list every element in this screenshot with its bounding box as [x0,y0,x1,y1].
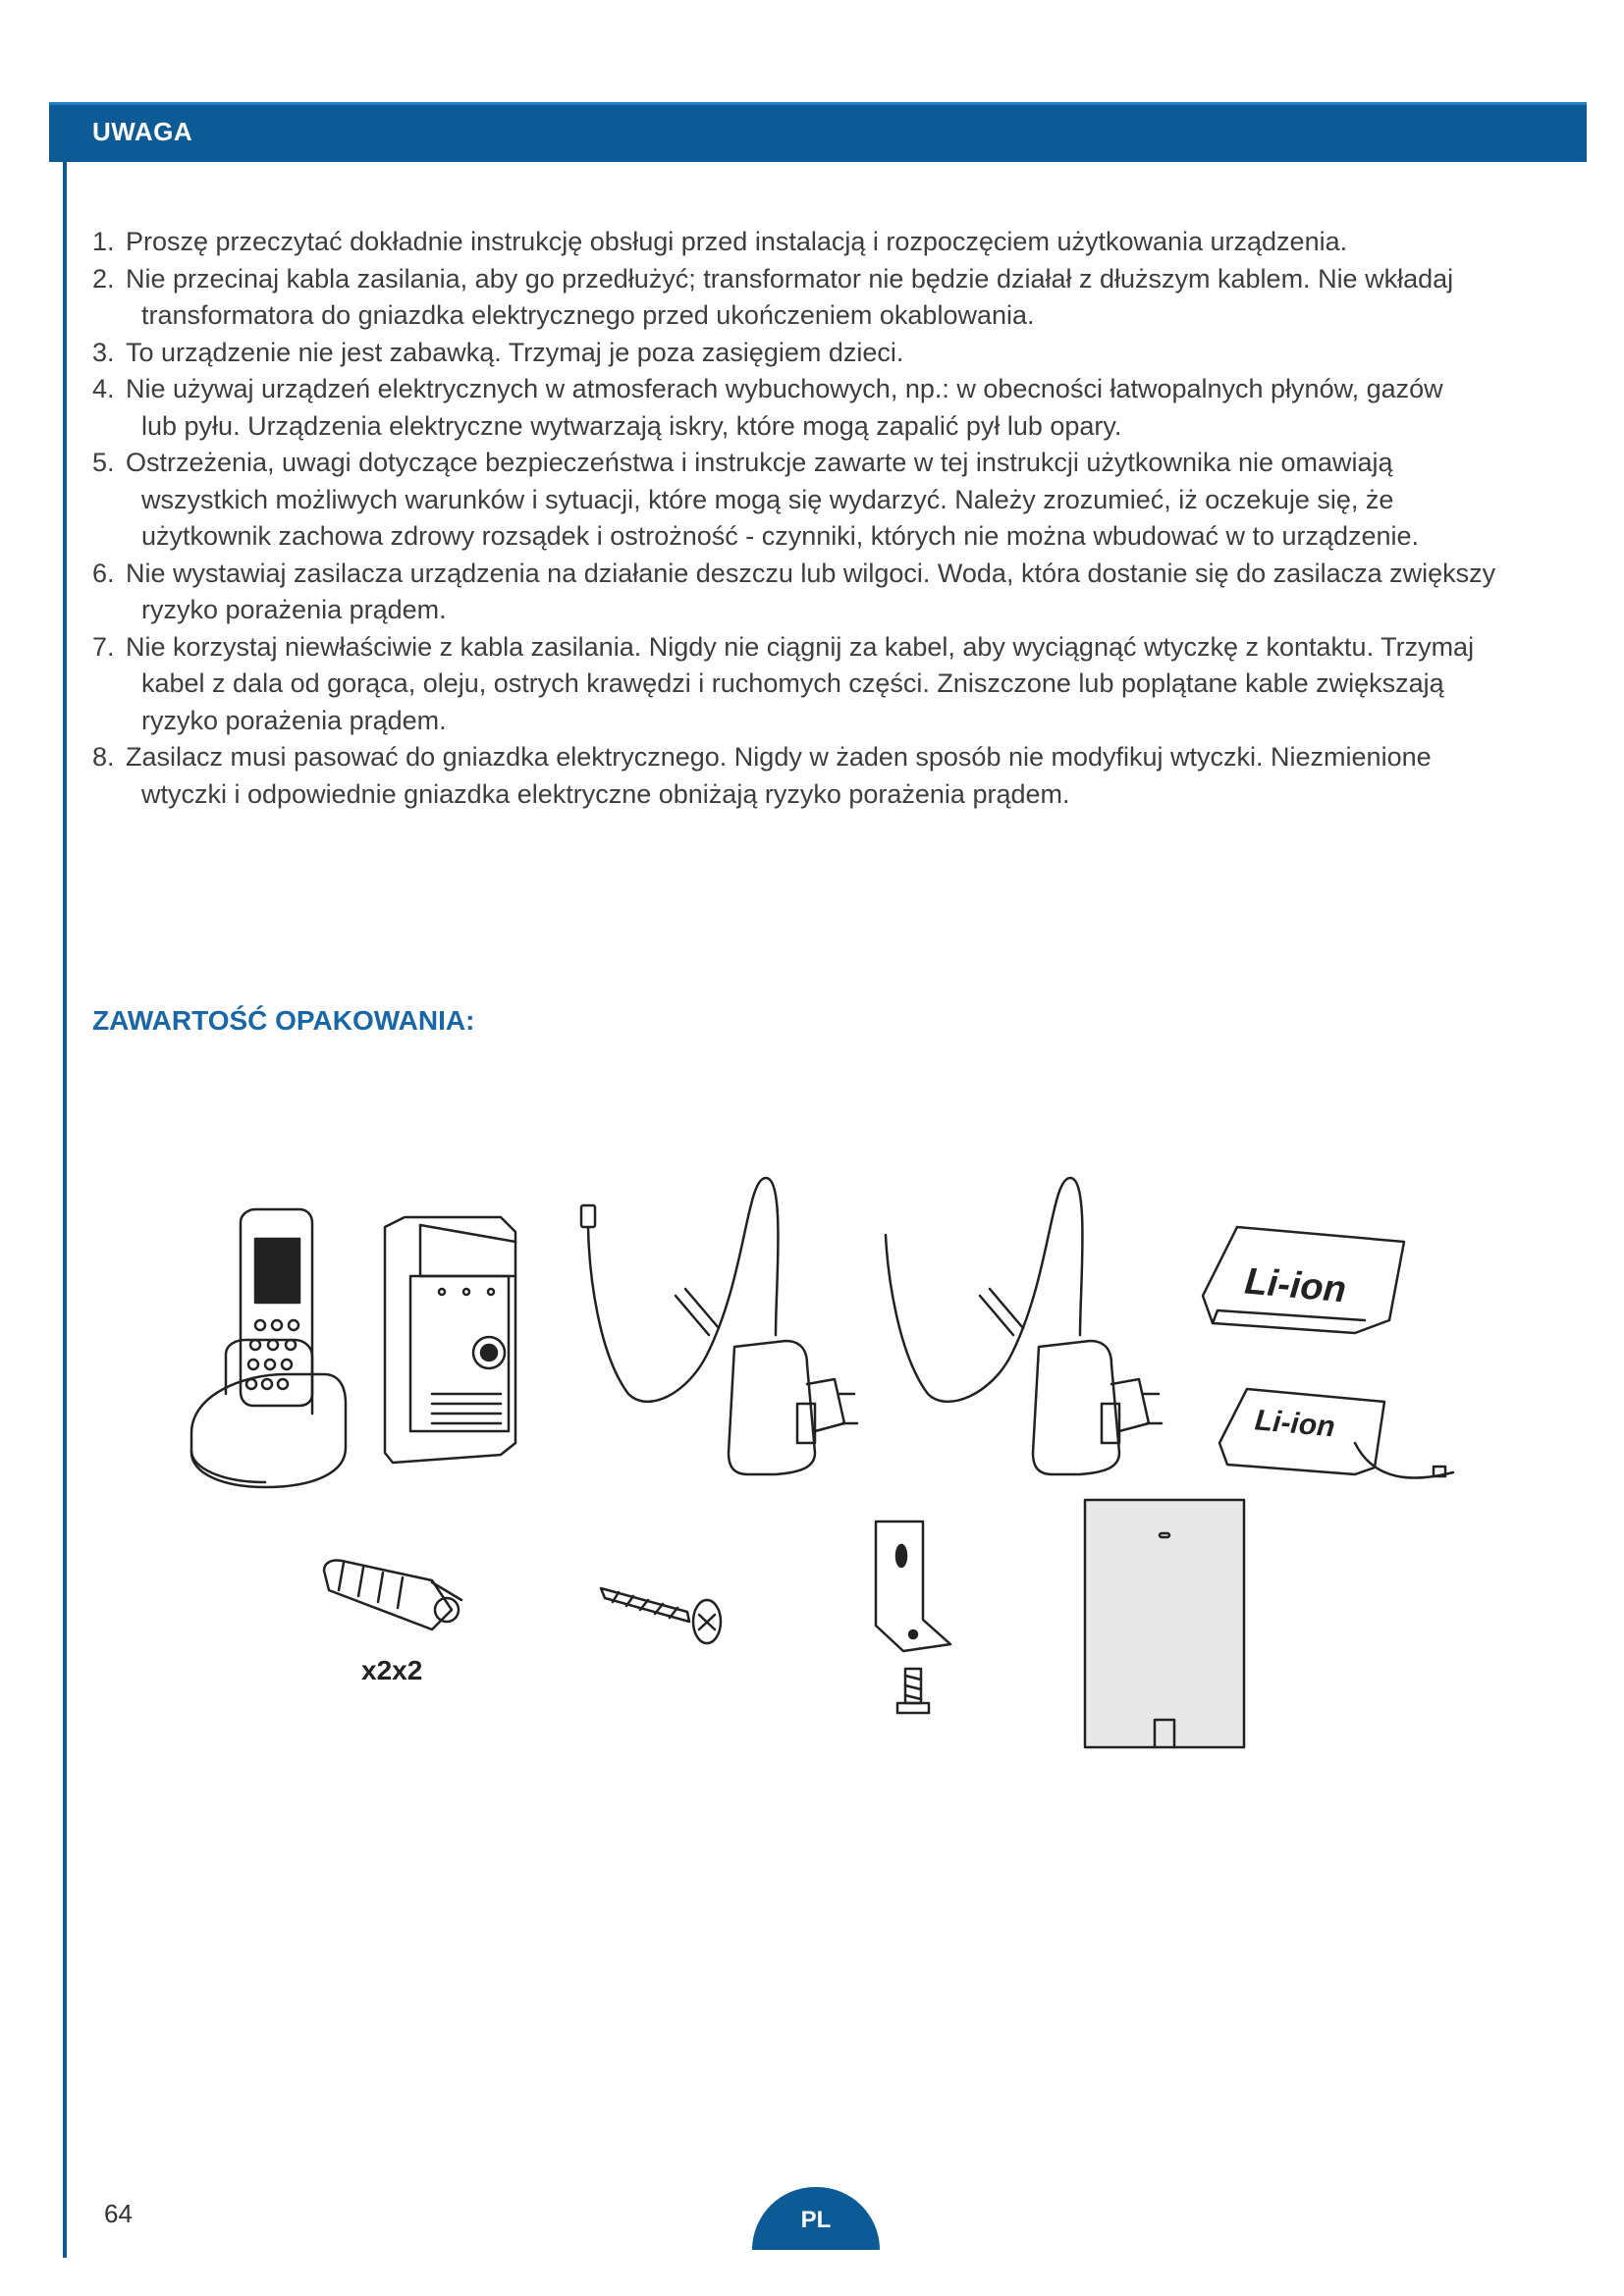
list-item: 4. Nie używaj urządzeń elektrycznych w atmosferach wybuchowych, np.: w obecności łatwopalnych płynów, gazów lub pyłu. Urządzenia elektryczne wytwarzają iskry, które mogą zapalić pył lub opary. [92,374,1443,441]
list-item: 5. Ostrzeżenia, uwagi dotyczące bezpieczeństwa i instrukcje zawarte w tej instrukcji użytkownika nie omawiają wszystkich możliwych warunków i sytuacji, które mogą się wydarzyć. Należy zrozumieć, iż oczekuje się, że użytkownik zachowa zdrowy rozsądek i ostrożność - czynniki, których nie można wbudować w to urządzenie. [92,448,1420,551]
mounting-plate-icon [1085,1500,1244,1747]
power-adapter-icon [886,1178,1162,1474]
battery-label: Li-ion [1253,1404,1336,1444]
section-title-warning: UWAGA [92,117,193,146]
battery-label: Li-ion [1242,1260,1348,1311]
page-number: 64 [104,2199,133,2228]
list-item: 6. Nie wystawiaj zasilacza urządzenia na działanie deszczu lub wilgoci. Woda, która dostanie się do zasilacza zwiększy ryzyko porażenia prądem. [92,558,1496,624]
list-item: 2. Nie przecinaj kabla zasilania, aby go przedłużyć; transformator nie będzie działał z dłuższym kablem. Nie wkładaj transformatora do gniazdka elektrycznego przed ukończeniem okablowania. [92,263,1454,330]
language-label: PL [800,2207,832,2233]
outdoor-unit-icon [385,1217,515,1463]
list-item: 8. Zasilacz musi pasować do gniazdka elektrycznego. Nigdy w żaden sposób nie modyfikuj wtyczki. Niezmienione wtyczki i odpowiednie gniazdka elektryczne obniżają ryzyko porażenia prądem. [92,742,1432,809]
list-item: 7. Nie korzystaj niewłaściwie z kabla zasilania. Nigdy nie ciągnij za kabel, aby wyciągnąć wtyczkę z kontaktu. Trzymaj kabel z dala od gorąca, oleju, ostrych krawędzi i ruchomych części. Zniszczone lub poplątane kable zwiększają ryzyko porażenia prądem. [92,631,1475,735]
power-adapter-icon [581,1178,857,1474]
screw-icon [601,1588,721,1643]
package-contents-heading: ZAWARTOŚĆ OPAKOWANIA: [92,1005,475,1036]
list-item: 3. To urządzenie nie jest zabawką. Trzymaj je poza zasięgiem dzieci. [92,337,904,367]
anchor-quantity: x2x2 [361,1655,423,1685]
list-item: 1. Proszę przeczytać dokładnie instrukcję obsługi przed instalacją i rozpoczęciem użytkowania urządzenia. [92,227,1348,256]
handset-icon [191,1209,346,1487]
mounting-bracket-icon [876,1522,950,1713]
wall-anchor-icon [324,1560,461,1629]
